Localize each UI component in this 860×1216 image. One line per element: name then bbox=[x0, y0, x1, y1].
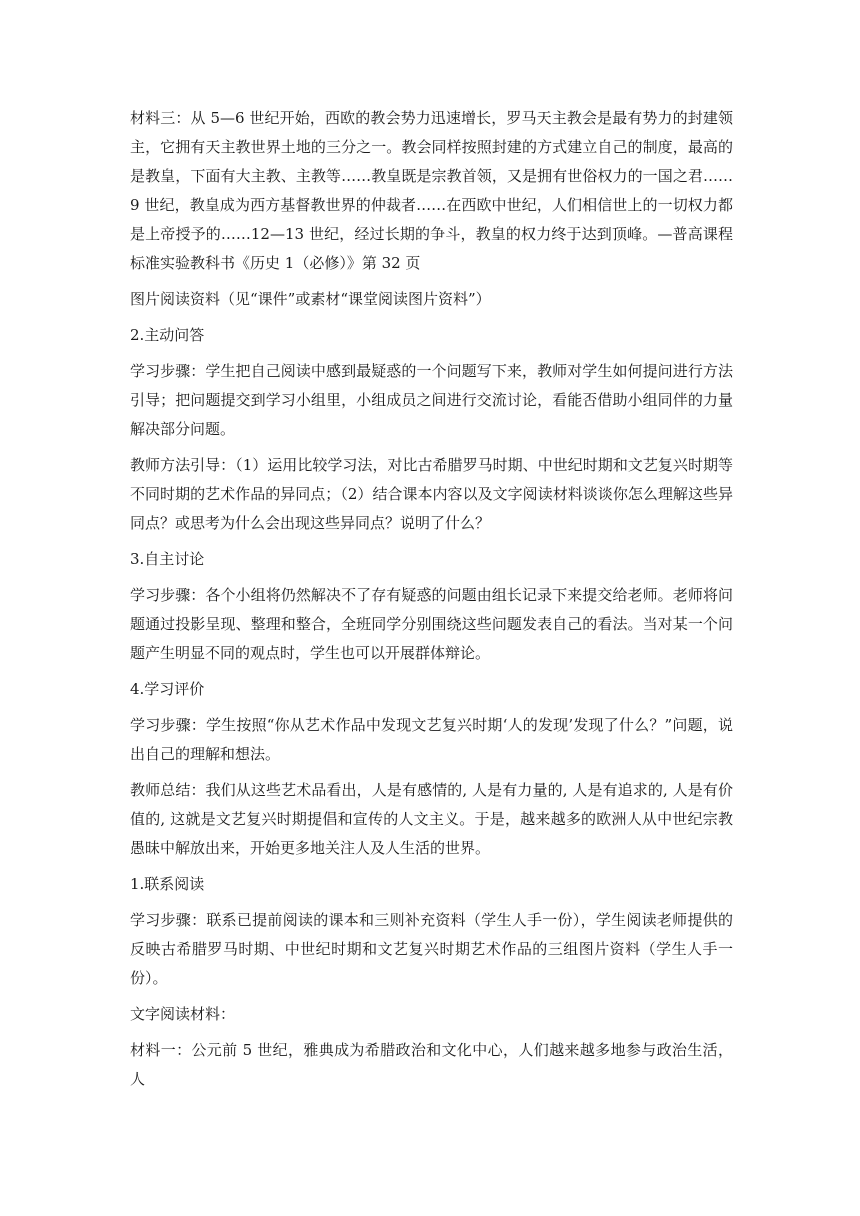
image-reading-note: 图片阅读资料（见“课件”或素材“课堂阅读图片资料”） bbox=[130, 290, 491, 308]
section-heading-discussion: 3.自主讨论 bbox=[130, 550, 205, 568]
evaluation-steps-paragraph: 学习步骤：学生按照“你从艺术作品中发现文艺复兴时期‘人的发现’发现了什么？”问题，说出自己的理解和想法。 bbox=[130, 716, 733, 763]
discussion-steps-paragraph: 学习步骤：各个小组将仍然解决不了存有疑惑的问题由组长记录下来提交给老师。老师将问题通过投影呈现、整理和整合，全班同学分别围绕这些问题发表自己的看法。当对某一个问题产生明显不同的观点时，学生也可以开展群体辩论。 bbox=[130, 586, 733, 662]
text-reading-materials-label: 文字阅读材料： bbox=[130, 1005, 236, 1023]
teacher-method-guidance-paragraph: 教师方法引导：（1）运用比较学习法，对比古希腊罗马时期、中世纪时期和文艺复兴时期等不同时期的艺术作品的异同点；（2）结合课本内容以及文字阅读材料谈谈你怎么理解这些异同点？或思考为什么会出现这些异同点？说明了什么？ bbox=[130, 456, 733, 532]
material-one-paragraph: 材料一：公元前 5 世纪，雅典成为希腊政治和文化中心，人们越来越多地参与政治生活，人 bbox=[130, 1041, 733, 1088]
section-heading-active-qa: 2.主动问答 bbox=[130, 326, 205, 344]
section-heading-evaluation: 4.学习评价 bbox=[130, 680, 205, 698]
active-qa-steps-paragraph: 学习步骤：学生把自己阅读中感到最疑惑的一个问题写下来，教师对学生如何提问进行方法引导；把问题提交到学习小组里，小组成员之间进行交流讨论，看能否借助小组同伴的力量解决部分问题。 bbox=[130, 362, 733, 438]
document-page bbox=[130, 104, 733, 1101]
teacher-summary-paragraph: 教师总结：我们从这些艺术品看出，人是有感情的, 人是有力量的, 人是有追求的, 人是有价值的, 这就是文艺复兴时期提倡和宣传的人文主义。于是，越来越多的欧洲人从中世纪宗教愚昧中解放出来，开始更多地关注人及人生活的世界。 bbox=[130, 781, 733, 857]
section-heading-linked-reading: 1.联系阅读 bbox=[130, 875, 205, 893]
material-three-paragraph: 材料三：从 5—6 世纪开始，西欧的教会势力迅速增长，罗马天主教会是最有势力的封建领主，它拥有天主教世界土地的三分之一。教会同样按照封建的方式建立自己的制度，最高的是教皇，下面有大主教、主教等……教皇既是宗教首领，又是拥有世俗权力的一国之君……9 世纪，教皇成为西方基督教世界的仲裁者……在西欧中世纪，人们相信世上的一切权力都是上帝授予的……12—13 世纪，经过长期的争斗，教皇的权力终于达到顶峰。—普高课程标准实验教科书《历史 1（必修）》第 32 页 bbox=[130, 109, 733, 272]
linked-reading-steps-paragraph: 学习步骤：联系已提前阅读的课本和三则补充资料（学生人手一份），学生阅读老师提供的反映古希腊罗马时期、中世纪时期和文艺复兴时期艺术作品的三组图片资料（学生人手一份）。 bbox=[130, 911, 733, 987]
